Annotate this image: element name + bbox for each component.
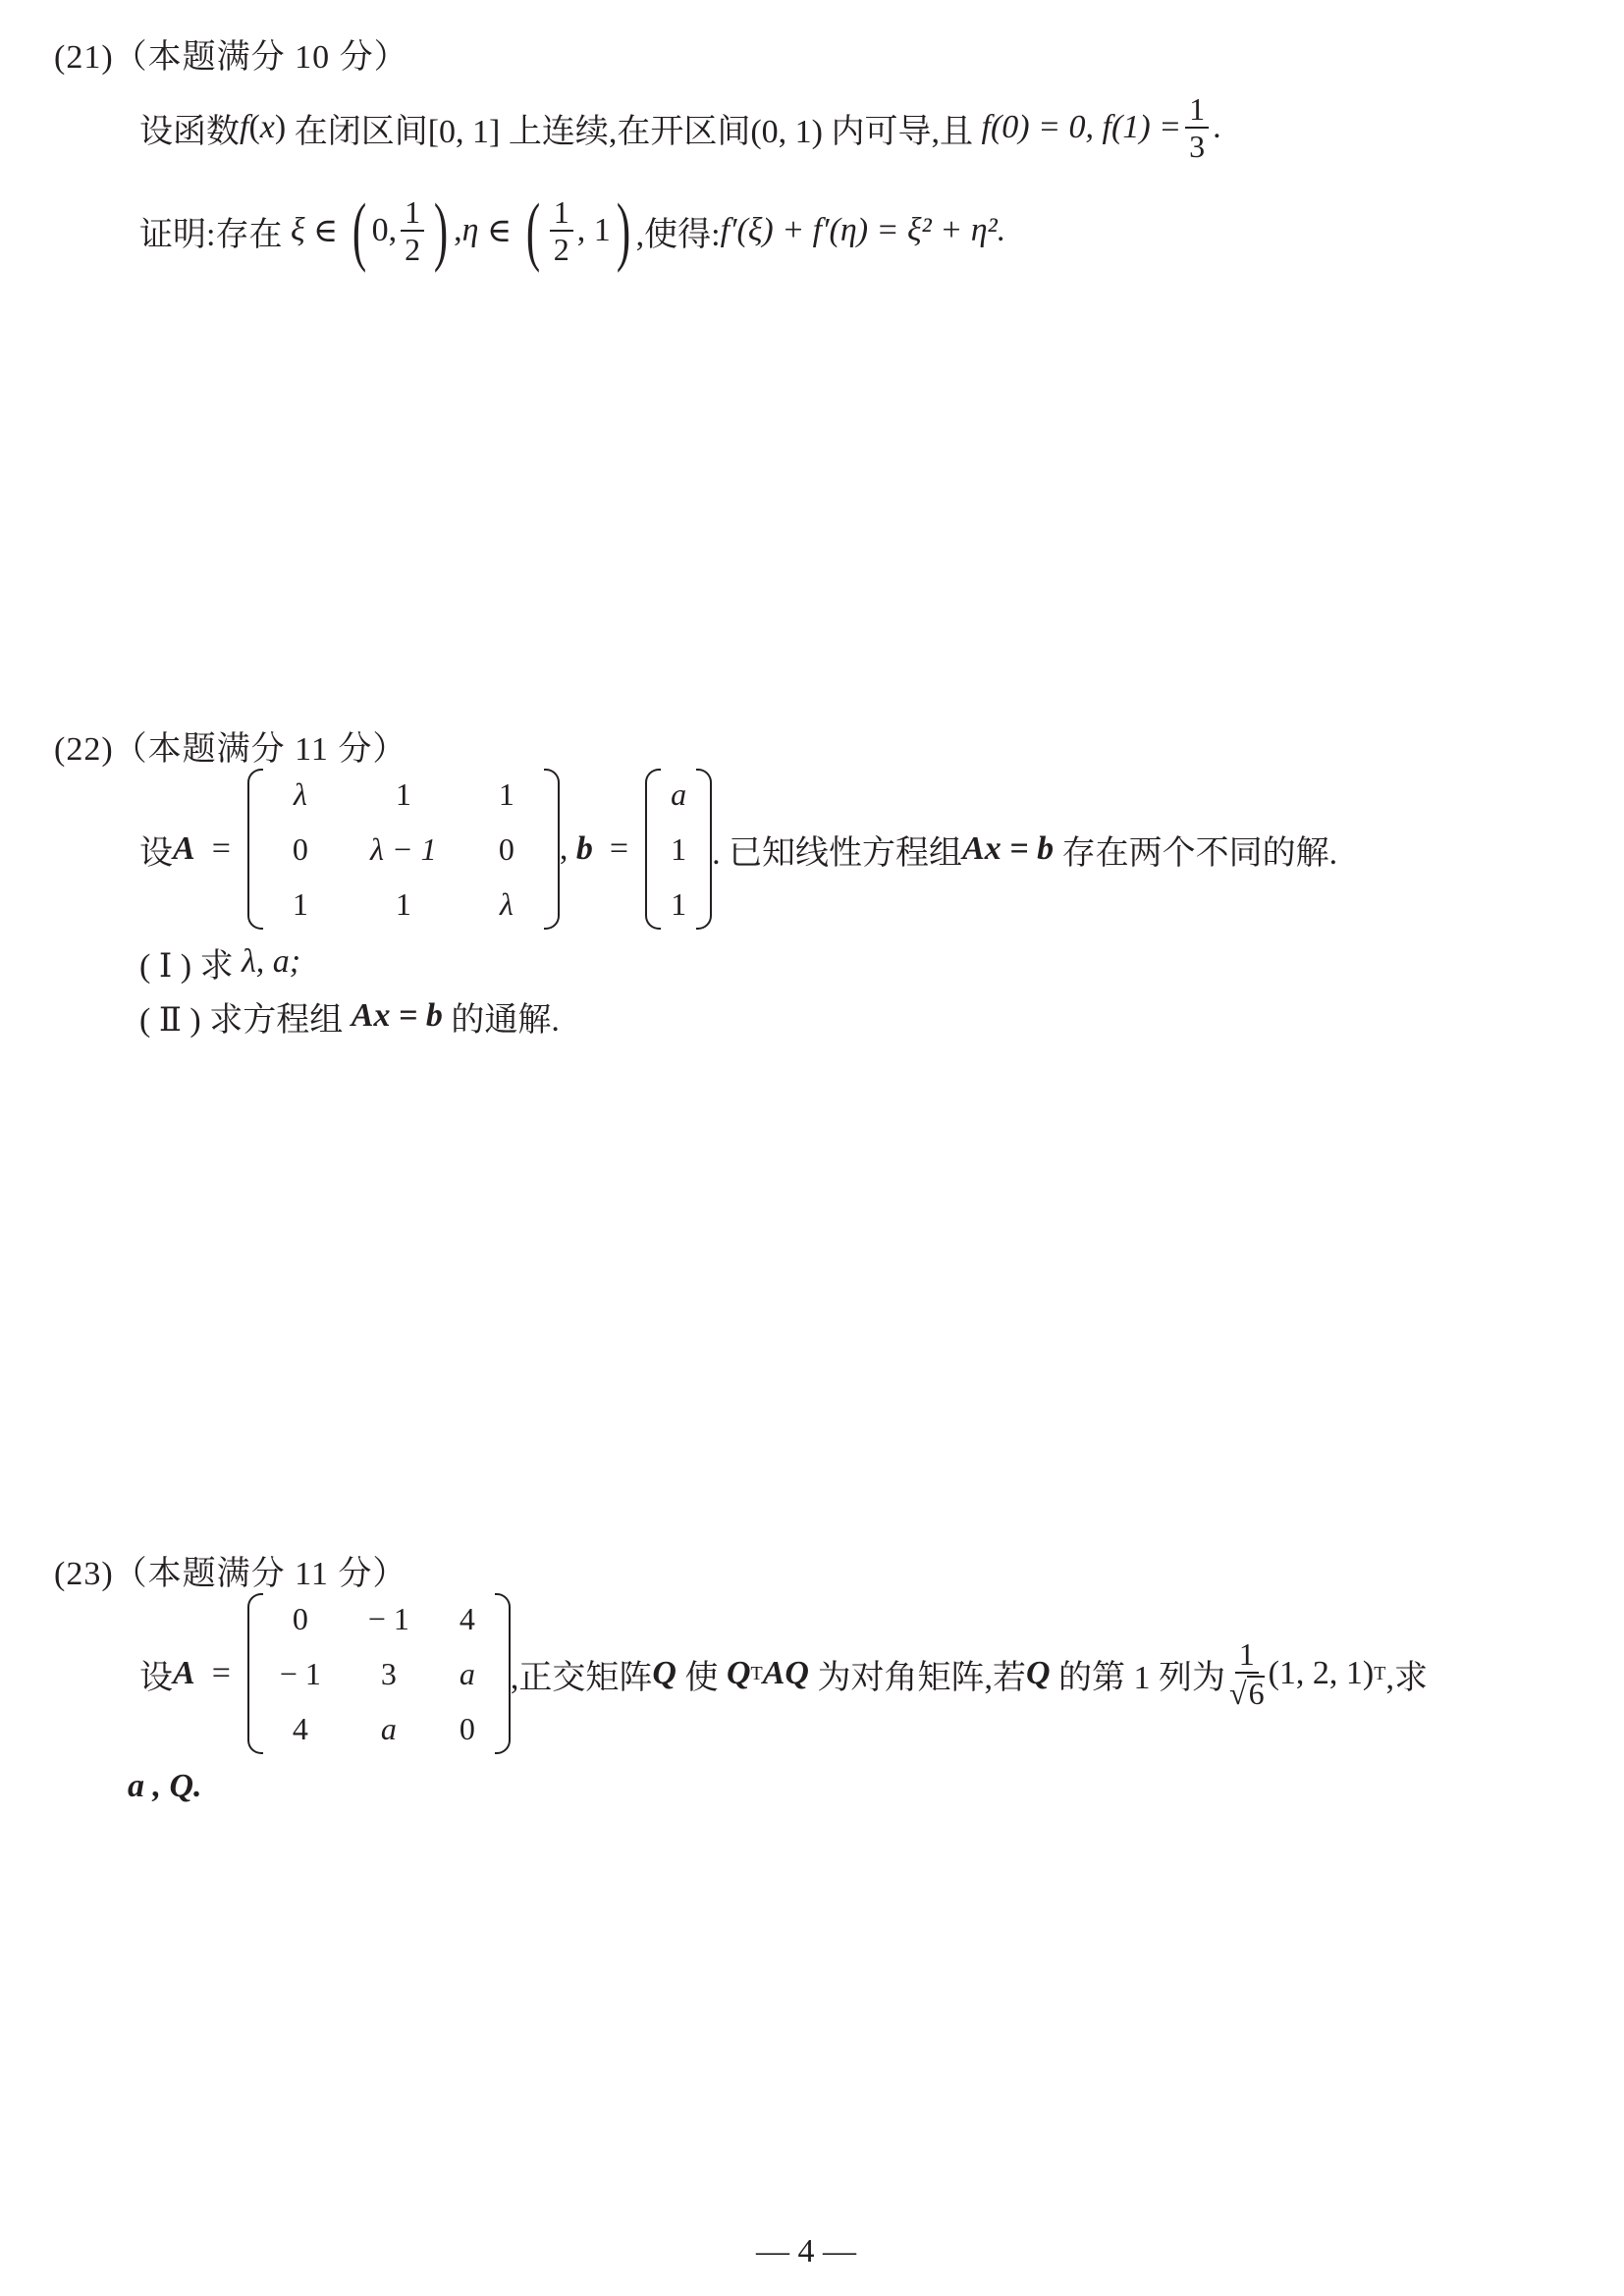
q23-matrix-cell-2-1: − 1 <box>279 1656 321 1691</box>
q21-in-symbol: ∈ <box>313 213 339 249</box>
q23-matrix-cell-3-3: 0 <box>459 1711 475 1746</box>
q22-vector-cell-3-1: 1 <box>671 886 687 922</box>
q23-line2 <box>128 1762 202 1811</box>
q23-Q-2: Q <box>1025 1655 1051 1691</box>
q23-matrix-cell-2-2: 3 <box>380 1656 397 1691</box>
q21-header: (21)（本题满分 10 分） <box>54 39 408 76</box>
q21-eta: η <box>461 212 479 248</box>
q23-sqrt6: 6 <box>1248 1676 1265 1711</box>
q23-statement <box>139 1585 1428 1762</box>
q22-matrix-cell-1-1: λ <box>293 776 307 812</box>
q22-equals-2: = <box>609 830 629 867</box>
q21-line1-c: f(0) = 0, <box>981 109 1095 145</box>
q23-tail5: ,求 <box>1385 1659 1428 1696</box>
q23-matrix-cell-1-3: 4 <box>459 1601 475 1636</box>
q23-tail4: 的第 1 列为 <box>1058 1659 1226 1696</box>
q21-equation: f′(ξ) + f′(η) = ξ² + η². <box>720 212 1006 248</box>
q21-fraction-half-2 <box>550 196 573 265</box>
q23-matrix-cell-3-1: 4 <box>292 1711 308 1746</box>
q23-set: 设 <box>139 1659 173 1696</box>
q22-vector-cell-2-1: 1 <box>671 831 687 867</box>
q21-line1-d: f(1) = <box>1102 109 1182 145</box>
q21-frac-den: 3 <box>1189 129 1206 164</box>
q22-equals: = <box>211 830 231 867</box>
q23-tail1: ,正交矩阵 <box>510 1659 653 1696</box>
q23-frac-den: √6 <box>1229 1676 1265 1711</box>
q22-matrix-cell-1-3: 1 <box>498 776 514 812</box>
q23-matrix-cell-1-1: 0 <box>292 1601 308 1636</box>
q23-equals: = <box>211 1655 231 1691</box>
q22-part2-Ax: Ax <box>351 997 391 1034</box>
q22-set: 设 <box>139 834 173 872</box>
q23-tail3: 为对角矩阵,若 <box>817 1659 1026 1696</box>
q21-half-num-1: 1 <box>401 196 424 232</box>
q22-vector-b <box>645 767 712 932</box>
q23-vector: (1, 2, 1) <box>1268 1655 1375 1691</box>
q22-matrix-cell-2-2: λ − 1 <box>370 831 437 867</box>
q22-matrix-A <box>247 767 560 932</box>
q21-half-num-2: 1 <box>550 196 573 232</box>
q21-half-den-1: 2 <box>405 232 421 267</box>
q23-line2-text: a , Q. <box>128 1768 202 1804</box>
q22-matrix-cell-3-2: 1 <box>395 886 411 922</box>
q22-A: A <box>173 830 195 867</box>
q22-header: (22)（本题满分 11 分） <box>54 731 407 768</box>
q23-transpose-2: T <box>1374 1662 1386 1684</box>
q23-frac-num: 1 <box>1235 1638 1259 1674</box>
q22-eqb: = b <box>1009 830 1055 867</box>
q22-statement: 设 A = λ 1 1 0 λ − 1 0 1 1 λ , b = a 1 1 . 已知线性方程组 Ax = b 存在两个不同的解. <box>139 761 1337 937</box>
q22-tail2: 存在两个不同的解. <box>1061 834 1338 872</box>
q21-fraction-one-third <box>1185 93 1209 162</box>
q23-fraction-one-over-root6 <box>1229 1638 1265 1709</box>
q21-paren-right-1: ) <box>434 187 449 273</box>
q22-matrix-cell-2-1: 0 <box>292 831 308 867</box>
q21-line2-a: 证明:存在 <box>139 216 283 253</box>
q21-comma: , <box>454 212 462 248</box>
q22-Ax: Ax <box>962 830 1001 867</box>
q23-AQ: AQ <box>762 1655 809 1691</box>
q22-part2-eqb: = b <box>398 997 443 1034</box>
q23-tail2: 使 <box>684 1659 719 1696</box>
q21-fraction-half-1 <box>401 196 424 265</box>
q21-line2 <box>139 187 1006 273</box>
q21-frac-num: 1 <box>1185 93 1209 129</box>
q22-matrix-cell-1-2: 1 <box>395 776 411 812</box>
q22-part2-label: ( Ⅱ ) 求方程组 <box>139 1001 344 1039</box>
q22-part2-tail: 的通解. <box>451 1001 560 1039</box>
q22-part1-label: ( Ⅰ ) 求 <box>139 947 234 985</box>
q21-line2-b: ,使得: <box>635 216 721 253</box>
q21-paren-left-2: ( <box>525 187 540 273</box>
q21-line1: 设函数 f ( x ) 在闭区间[0, 1] 上连续,在开区间(0, 1) 内可导,且 f(0) = 0, f(1) = $\frac{1}{3}$ . <box>139 91 1221 164</box>
q23-QT-Q: Q <box>726 1655 751 1691</box>
q23-A: A <box>173 1655 195 1691</box>
q21-line1-b: 在闭区间[0, 1] 上连续,在开区间(0, 1) 内可导,且 <box>294 113 973 150</box>
q21-xi: ξ <box>290 212 305 248</box>
q23-Q: Q <box>652 1655 677 1691</box>
page-number: — 4 — <box>756 2233 856 2269</box>
q21-half-den-2: 2 <box>553 232 569 267</box>
q22-b: b <box>575 830 593 867</box>
q21-in-symbol-2: ∈ <box>487 213 513 249</box>
q22-matrix-cell-3-3: λ <box>499 886 514 922</box>
q23-matrix-cell-3-2: a <box>380 1711 397 1746</box>
q23-header: (23)（本题满分 11 分） <box>54 1556 407 1592</box>
q22-part1 <box>139 937 300 987</box>
q23-transpose: T <box>750 1662 763 1684</box>
q23-matrix-cell-2-3: a <box>459 1656 475 1691</box>
q21-paren-left-1: ( <box>352 187 366 273</box>
q22-matrix-cell-3-1: 1 <box>292 886 308 922</box>
q21-x: x <box>259 109 275 145</box>
q22-part2 <box>139 991 560 1041</box>
q21-paren-right-2: ) <box>616 187 630 273</box>
q21-interval1-start: 0, <box>371 212 398 248</box>
q22-matrix-cell-2-3: 0 <box>498 831 514 867</box>
q21-line1-a: 设函数 <box>139 113 240 150</box>
q23-matrix-cell-1-2: − 1 <box>367 1601 409 1636</box>
q21-line1-end: . <box>1213 109 1221 145</box>
q21-f: f <box>240 109 249 145</box>
q22-tail: . 已知线性方程组 <box>712 834 963 872</box>
q22-part1-vars: λ, a; <box>242 943 301 980</box>
q22-vector-cell-1-1: a <box>671 776 687 812</box>
q21-interval2-end: , 1 <box>576 212 611 248</box>
q23-matrix-A <box>247 1591 511 1756</box>
